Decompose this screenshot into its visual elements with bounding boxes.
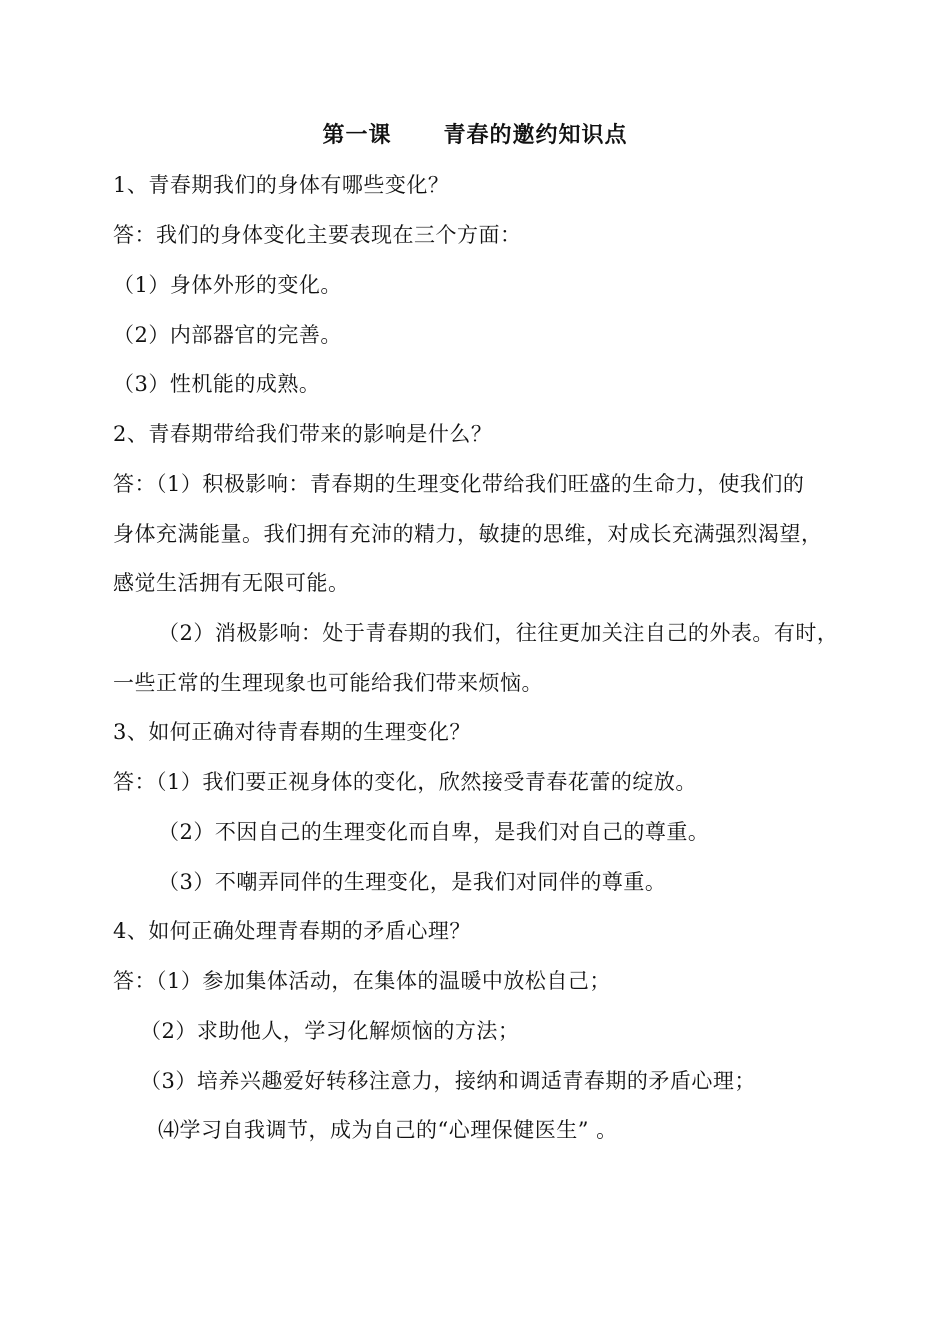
answer-1-item-2: （2）内部器官的完善。	[113, 323, 342, 347]
answer-2-line-1: 答：（1）积极影响：青春期的生理变化带给我们旺盛的生命力，使我们的	[113, 472, 805, 496]
answer-2-line-2: 身体充满能量。我们拥有充沛的精力，敏捷的思维，对成长充满强烈渴望，	[113, 522, 823, 546]
answer-4-item-4: ⑷学习自我调节，成为自己的“心理保健医生” 。	[158, 1118, 618, 1142]
answer-3-item-1: 答：（1）我们要正视身体的变化，欣然接受青春花蕾的绽放。	[113, 770, 697, 794]
page-title: 第一课 青春的邀约知识点	[322, 122, 628, 148]
answer-1-intro: 答：我们的身体变化主要表现在三个方面：	[113, 223, 522, 247]
answer-4-item-2: （2）求助他人，学习化解烦恼的方法；	[140, 1019, 520, 1043]
question-1: 1、青春期我们的身体有哪些变化？	[113, 173, 450, 197]
question-4: 4、如何正确处理青春期的矛盾心理？	[113, 919, 471, 943]
answer-2-line-3: 感觉生活拥有无限可能。	[113, 571, 350, 595]
answer-1-item-3: （3）性机能的成熟。	[113, 372, 321, 396]
answer-4-item-1: 答：（1）参加集体活动，在集体的温暖中放松自己；	[113, 969, 611, 993]
answer-2-line-5: 一些正常的生理现象也可能给我们带来烦恼。	[113, 671, 543, 695]
answer-2-line-4: （2）消极影响：处于青春期的我们，往往更加关注自己的外表。有时，	[158, 621, 839, 645]
answer-1-item-1: （1）身体外形的变化。	[113, 273, 342, 297]
question-2: 2、青春期带给我们带来的影响是什么？	[113, 422, 493, 446]
question-3: 3、如何正确对待青春期的生理变化？	[113, 720, 471, 744]
answer-3-item-2: （2）不因自己的生理变化而自卑，是我们对自己的尊重。	[158, 820, 710, 844]
answer-3-item-3: （3）不嘲弄同伴的生理变化，是我们对同伴的尊重。	[158, 870, 667, 894]
answer-4-item-3: （3）培养兴趣爱好转移注意力，接纳和调适青春期的矛盾心理；	[140, 1069, 756, 1093]
